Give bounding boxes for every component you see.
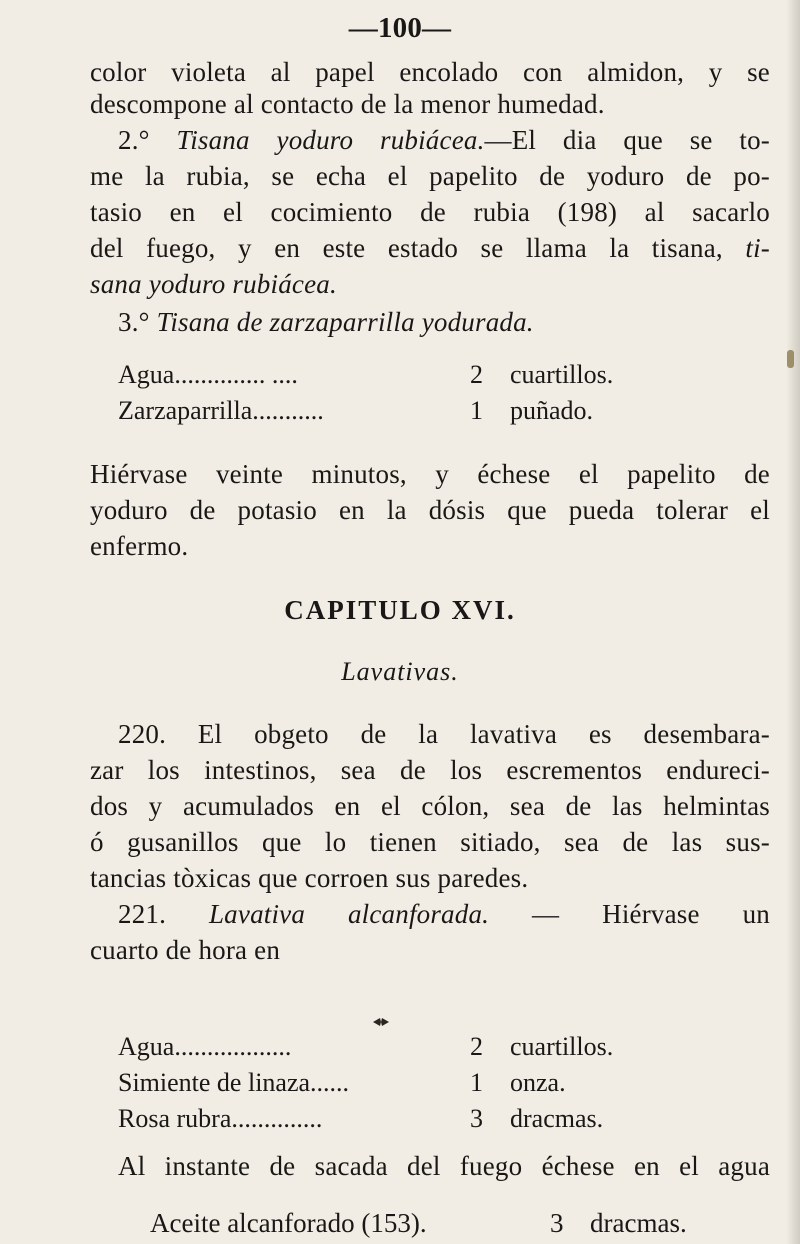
item-3-title: Tisana de zarzaparrilla yodurada. (156, 307, 534, 337)
recipe-ingredient: Simiente de linaza...... (118, 1068, 350, 1097)
recipe-quantity: 2 (470, 1032, 483, 1061)
paragraph-line: descompone al contacto de la menor humedad. (90, 89, 605, 119)
recipe-quantity: 2 (470, 360, 483, 389)
item-221-line (90, 898, 770, 930)
recipe-quantity: 3 (550, 1208, 564, 1238)
recipe-quantity: 1 (470, 396, 483, 425)
paragraph-line: Hiérvase veinte minutos, y échese el papelito de (90, 459, 770, 489)
item-221-number: 221. (118, 899, 167, 929)
paragraph-line (90, 718, 770, 750)
item-2-title: Tisana yoduro rubiácea. (176, 125, 485, 155)
recipe-ingredient: Zarzaparrilla........... (118, 396, 324, 425)
paragraph-line: dos y acumulados en el cólon, sea de las helmintas (90, 791, 770, 821)
paragraph-line: ó gusanillos que lo tienen sitiado, sea de las sus- (90, 827, 770, 857)
item-2-number: 2.° (118, 125, 150, 155)
item-2-text: —El dia que se to- (484, 125, 770, 155)
recipe-ingredient: Agua.................. (118, 1032, 292, 1061)
ink-spot (787, 350, 794, 368)
recipe-ingredient: Agua.............. .... (118, 360, 298, 389)
recipe-row (150, 1204, 770, 1242)
paragraph-line: tancias tòxicas que corroen sus paredes. (90, 863, 529, 893)
recipe-unit: cuartillos. (510, 1032, 614, 1061)
italic-term: ti- (745, 233, 770, 263)
recipe-unit: dracmas. (590, 1208, 687, 1238)
recipe-unit: cuartillos. (510, 360, 614, 389)
paragraph-line (90, 232, 770, 264)
item-3-line (118, 306, 534, 338)
paragraph-line: tasio en el cocimiento de rubia (198) al sacarlo (90, 197, 770, 227)
italic-term: sana yoduro rubiácea. (90, 269, 337, 299)
paragraph-line: yoduro de potasio en la dósis que pueda tolerar el (90, 495, 770, 525)
recipe-unit: puñado. (510, 396, 594, 425)
recipe-row (118, 394, 758, 428)
recipe-row (118, 1102, 758, 1136)
item-3-number: 3.° (118, 307, 150, 337)
chapter-heading: CAPITULO XVI. (284, 595, 516, 625)
paragraph-line: enfermo. (90, 531, 189, 561)
paragraph-line: zar los intestinos, sea de los escrementos endureci- (90, 755, 770, 785)
paragraph-line: me la rubia, se echa el papelito de yoduro de po- (90, 161, 770, 191)
paragraph-text: del fuego, y en este estado se llama la tisana, (90, 233, 723, 263)
recipe-row (118, 1030, 758, 1064)
recipe-ingredient: Rosa rubra.............. (118, 1104, 323, 1133)
item-2-line (90, 124, 770, 156)
paragraph-line: Al instante de sacada del fuego échese en el agua (118, 1151, 770, 1181)
chapter-subheading: Lavativas. (341, 657, 459, 686)
fleuron-ornament (372, 1016, 390, 1028)
item-221-text: — Hiérvase un (532, 899, 770, 929)
recipe-unit: dracmas. (510, 1104, 604, 1133)
paragraph-line: cuarto de hora en (90, 935, 281, 965)
recipe-quantity: 3 (470, 1104, 483, 1133)
paragraph-text: 220. El obgeto de la lavativa es desembara- (118, 719, 770, 749)
recipe-row (118, 1066, 758, 1100)
recipe-unit: onza. (510, 1068, 566, 1097)
item-221-title: Lavativa alcanforada. (208, 899, 490, 929)
paragraph-line: color violeta al papel encolado con almidon, y se (90, 57, 770, 87)
recipe-quantity: 1 (470, 1068, 483, 1097)
recipe-row (118, 358, 758, 392)
recipe-ingredient: Aceite alcanforado (153). (150, 1208, 427, 1238)
page-number: —100— (348, 12, 452, 44)
